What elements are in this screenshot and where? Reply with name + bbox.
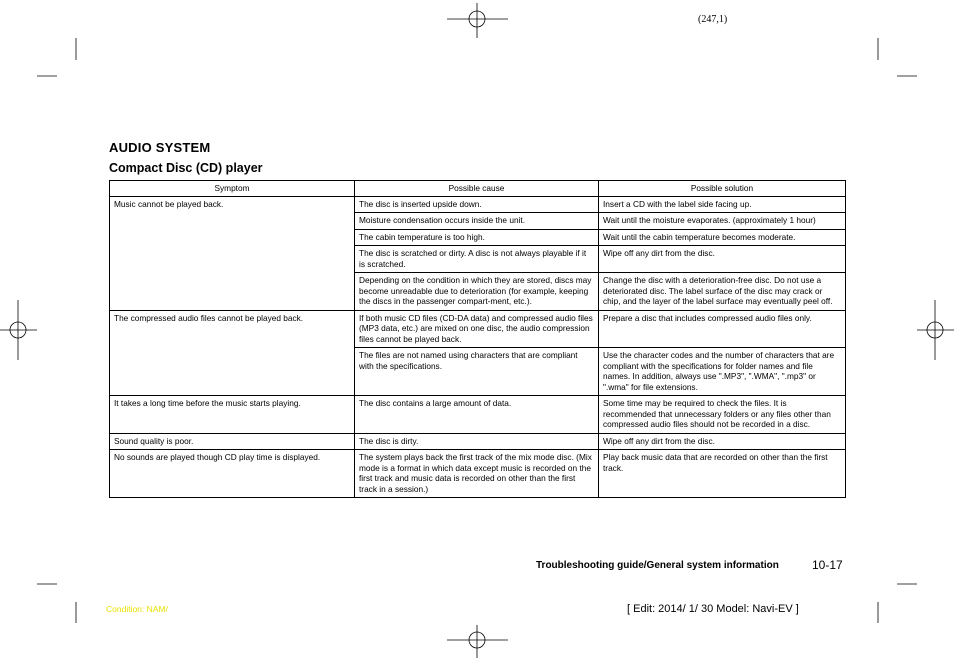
- solution-cell: Wipe off any dirt from the disc.: [599, 433, 846, 450]
- table-row: [110, 433, 846, 450]
- symptom-cell: Music cannot be played back.: [110, 196, 355, 310]
- symptom-cell: No sounds are played though CD play time is displayed.: [110, 450, 355, 498]
- header-possible-solution: Possible solution: [599, 181, 846, 197]
- cause-cell: The disc is scratched or dirty. A disc is not always playable if it is scratched.: [355, 246, 599, 273]
- cause-cell: The files are not named using characters that are compliant with the specifications.: [355, 348, 599, 396]
- table-row: [110, 450, 846, 498]
- cause-cell: The disc is inserted upside down.: [355, 196, 599, 213]
- cause-cell: The disc is dirty.: [355, 433, 599, 450]
- cause-cell: Depending on the condition in which they are stored, discs may become unreadable due to deterioration (for example, keeping the discs in the passenger compart-ment, etc.).: [355, 273, 599, 311]
- condition-note: Condition: NAM/: [106, 604, 168, 614]
- table-header-row: [110, 181, 846, 197]
- solution-cell: Use the character codes and the number of characters that are compliant with the specifications for folder names and file names. In addition, always use ".MP3", ".WMA", ".mp3" or ".wma" for file extensions.: [599, 348, 846, 396]
- symptom-cell: The compressed audio files cannot be played back.: [110, 310, 355, 396]
- symptom-cell: Sound quality is poor.: [110, 433, 355, 450]
- cause-cell: The disc contains a large amount of data.: [355, 396, 599, 434]
- symptom-cell: It takes a long time before the music starts playing.: [110, 396, 355, 434]
- table-row: [110, 196, 846, 213]
- solution-cell: Prepare a disc that includes compressed audio files only.: [599, 310, 846, 348]
- cause-cell: If both music CD files (CD-DA data) and compressed audio files (MP3 data, etc.) are mixed on one disc, the audio compression files cannot be played back.: [355, 310, 599, 348]
- subsection-title: Compact Disc (CD) player: [109, 161, 263, 175]
- cause-cell: The cabin temperature is too high.: [355, 229, 599, 246]
- solution-cell: Insert a CD with the label side facing up.: [599, 196, 846, 213]
- table-row: [110, 396, 846, 434]
- section-title: AUDIO SYSTEM: [109, 140, 211, 155]
- solution-cell: Wait until the cabin temperature becomes moderate.: [599, 229, 846, 246]
- cause-cell: Moisture condensation occurs inside the unit.: [355, 213, 599, 230]
- header-symptom: Symptom: [110, 181, 355, 197]
- cause-cell: The system plays back the first track of the mix mode disc. (Mix mode is a format in which data except music is recorded on the first track and music data is recorded on other than the first track in a session.): [355, 450, 599, 498]
- footer-section-label: Troubleshooting guide/General system information: [536, 560, 779, 571]
- edit-info: [ Edit: 2014/ 1/ 30 Model: Navi-EV ]: [627, 603, 799, 615]
- table-row: [110, 310, 846, 348]
- solution-cell: Play back music data that are recorded on other than the first track.: [599, 450, 846, 498]
- header-possible-cause: Possible cause: [355, 181, 599, 197]
- solution-cell: Wipe off any dirt from the disc.: [599, 246, 846, 273]
- solution-cell: Change the disc with a deterioration-free disc. Do not use a deteriorated disc. The label surface of the disc may crack or chip, and the layer of the label surface may eventually peel off.: [599, 273, 846, 311]
- solution-cell: Some time may be required to check the files. It is recommended that unnecessary folders or any files other than compressed audio files should not be recorded in a disc.: [599, 396, 846, 434]
- page-code: (247,1): [698, 14, 728, 25]
- solution-cell: Wait until the moisture evaporates. (approximately 1 hour): [599, 213, 846, 230]
- page-number: 10-17: [812, 558, 843, 572]
- troubleshooting-table: [109, 180, 846, 498]
